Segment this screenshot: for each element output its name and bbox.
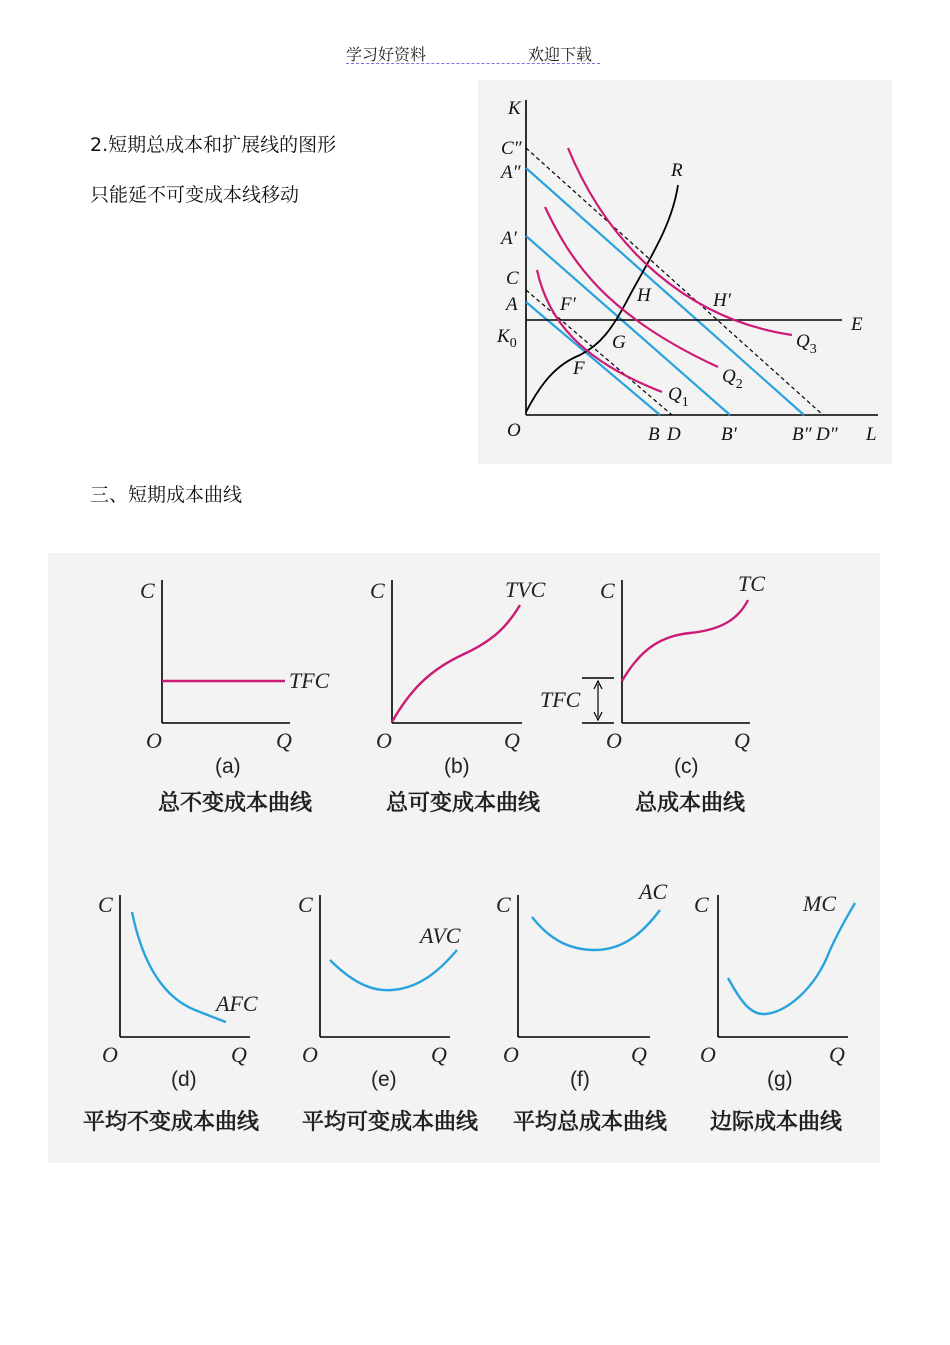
label-g: G [612,332,626,353]
chart-b [370,577,546,816]
label-d: D [667,424,681,445]
tc-curve [622,600,748,681]
chart-a-o: O [146,728,162,753]
label-a1: A′ [501,228,517,249]
chart-f [496,879,668,1135]
chart-b-c: C [370,578,385,603]
label-b2: B″ [792,424,812,445]
label-h: H [637,285,651,306]
chart-a-q: Q [276,728,292,753]
chart-f-c: C [496,892,511,917]
chart-b-o: O [376,728,392,753]
chart-f-caption: (f) [570,1068,590,1091]
label-q1: $Q_1$ [668,384,689,410]
chart-f-q: Q [631,1042,647,1067]
chart-a-c: C [140,578,155,603]
label-f: F [573,358,585,379]
chart-c-c: C [600,578,615,603]
chart-b-label: TVC [505,577,546,602]
label-l: L [866,424,877,445]
isocost-c2d2 [526,148,823,415]
afc-curve [132,912,226,1022]
chart-d-label: AFC [216,991,258,1016]
chart-a-name: 总不变成本曲线 [158,791,313,816]
chart-e-name: 平均可变成本曲线 [302,1110,479,1135]
chart-b-caption: (b) [444,755,470,778]
isocost-cd [526,290,672,415]
chart-e-label: AVC [420,923,461,948]
chart-g-name: 边际成本曲线 [710,1110,843,1135]
chart-g-q: Q [829,1042,845,1067]
chart-c [540,571,765,816]
chart-d-c: C [98,892,113,917]
chart-g-caption: (g) [767,1068,793,1091]
section2-title: 2.短期总成本和扩展线的图形 [90,134,337,156]
mc-curve [728,903,855,1014]
label-k: K [508,98,521,119]
chart-d [83,892,260,1135]
expansion-path-r [526,185,678,412]
label-f1: F′ [560,294,576,315]
isoquant-q2 [545,207,718,367]
chart-c-q: Q [734,728,750,753]
label-q3: $Q_3$ [796,331,817,357]
label-c: C [506,268,519,289]
expansion-diagram-svg [478,80,892,464]
expansion-diagram [478,80,892,464]
chart-c-tfc: TFC [540,687,581,712]
isocost-a2b2 [526,168,804,415]
chart-b-q: Q [504,728,520,753]
chart-d-o: O [102,1042,118,1067]
chart-e-o: O [302,1042,318,1067]
label-k0: $K_0$ [497,326,517,351]
section3-title: 三、短期成本曲线 [90,484,243,506]
label-h1: H′ [713,290,731,311]
chart-c-name: 总成本曲线 [635,791,746,816]
tvc-curve [392,605,520,722]
label-b1: B′ [721,424,737,445]
chart-a-caption: (a) [215,755,241,778]
chart-g [694,891,855,1135]
cost-curves-svg [48,553,880,1163]
header-left: 学习好资料 [346,45,427,64]
chart-c-o: O [606,728,622,753]
chart-a [140,578,330,816]
chart-a-label: TFC [289,668,330,693]
header-divider [346,63,600,64]
label-a: A [506,294,518,315]
cost-curves-panel [48,553,880,1163]
label-a2: A″ [501,162,521,183]
chart-e-c: C [298,892,313,917]
label-q2: $Q_2$ [722,366,743,392]
chart-d-caption: (d) [171,1068,197,1091]
chart-e [298,892,479,1135]
chart-f-label: AC [639,879,668,904]
chart-b-name: 总可变成本曲线 [386,791,541,816]
chart-e-caption: (e) [371,1068,397,1091]
label-o: O [507,420,521,441]
chart-g-c: C [694,892,709,917]
avc-curve [330,950,457,990]
header-right: 欢迎下载 [528,45,593,64]
section2-note: 只能延不可变成本线移动 [90,184,300,206]
chart-d-q: Q [231,1042,247,1067]
label-b: B [648,424,660,445]
isocost-ab [526,302,660,415]
label-r: R [671,160,683,181]
label-c2: C″ [501,138,522,159]
chart-f-o: O [503,1042,519,1067]
chart-d-name: 平均不变成本曲线 [83,1110,260,1135]
chart-g-o: O [700,1042,716,1067]
chart-f-name: 平均总成本曲线 [513,1110,668,1135]
chart-g-label: MC [803,891,836,916]
chart-e-q: Q [431,1042,447,1067]
ac-curve [532,910,660,950]
chart-c-label: TC [738,571,765,596]
chart-c-caption: (c) [674,755,699,778]
label-e: E [851,314,863,335]
label-d2: D″ [816,424,838,445]
